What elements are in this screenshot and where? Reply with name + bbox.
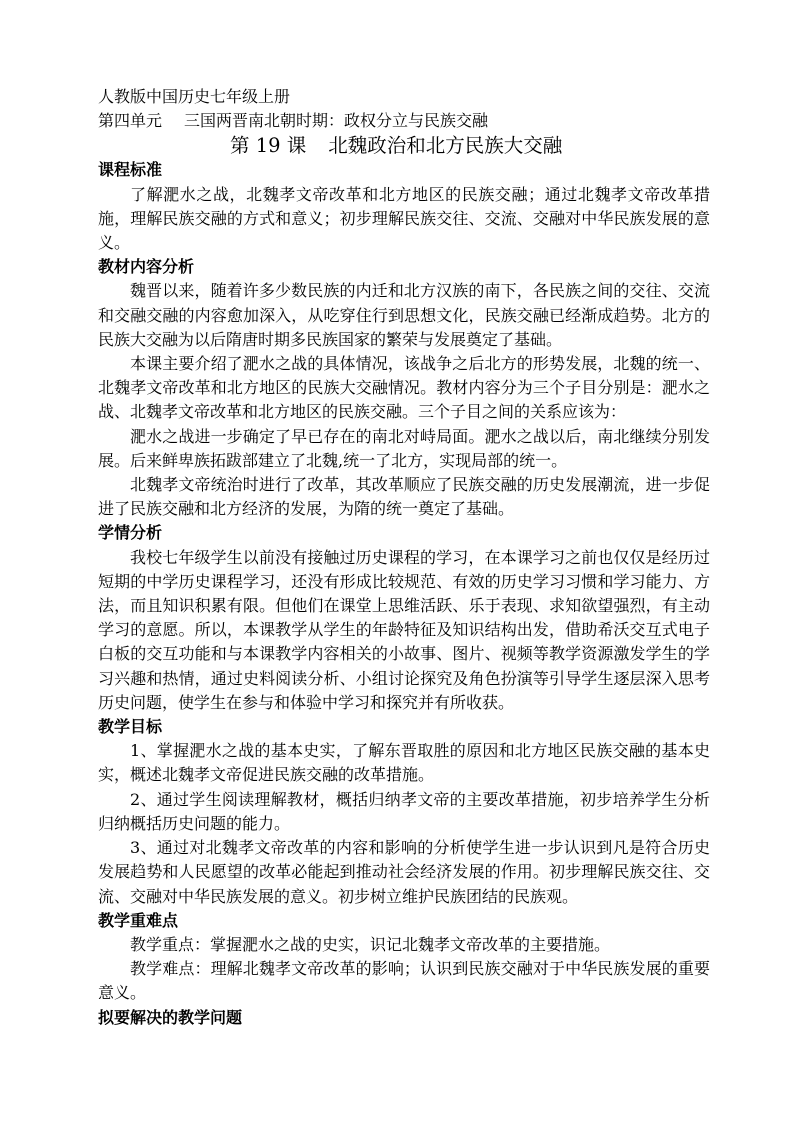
section-heading-students: 学情分析 (98, 523, 163, 543)
paragraph: 北魏孝文帝统治时进行了改革，其改革顺应了民族交融的历史发展潮流，进一步促进了民族交融和北方经济的发展，为隋的统一奠定了基础。 (98, 475, 710, 519)
section-heading-content: 教材内容分析 (98, 257, 195, 277)
book-title: 人教版中国历史七年级上册 (98, 87, 291, 106)
unit-number: 第四单元 (98, 111, 163, 131)
lesson-number: 第 19 课 (230, 134, 307, 158)
section-heading-problems: 拟要解决的教学问题 (98, 1007, 243, 1027)
lesson-title-line (98, 133, 710, 158)
section-heading-standard: 课程标准 (98, 160, 163, 180)
paragraph: 本课主要介绍了淝水之战的具体情况，该战争之后北方的形势发展，北魏的统一、北魏孝文帝改革和北方地区的民族大交融情况。教材内容分为三个子目分别是：淝水之战、北魏孝文帝改革和北方地区的民族交融。三个子目之间的关系应该为： (98, 354, 710, 422)
paragraph: 我校七年级学生以前没有接触过历史课程的学习，在本课学习之前也仅仅是经历过短期的中学历史课程学习，还没有形成比较规范、有效的历史学习习惯和学习能力、方法，而且知识积累有限。但他们在课堂上思维活跃、乐于表现、求知欲望强烈，有主动学习的意愿。所以，本课教学从学生的年龄特征及知识结构出发，借助希沃交互式电子白板的交互功能和与本课教学内容相关的小故事、图片、视频等教学资源激发学生的学习兴趣和热情，通过史料阅读分析、小组讨论探究及角色扮演等引导学生逐层深入思考历史问题，使学生在参与和体验中学习和探究并有所收获。 (98, 547, 710, 712)
unit-title-line (98, 109, 710, 133)
section-heading-keypoints: 教学重难点 (98, 910, 179, 930)
paragraph: 魏晋以来，随着许多少数民族的内迁和北方汉族的南下，各民族之间的交往、交流和交融交融的内容愈加深入，从吃穿住行到思想文化，民族交融已经渐成趋势。北方的民族大交融为以后隋唐时期多民族国家的繁荣与发展奠定了基础。 (98, 281, 710, 349)
section-heading-goals: 教学目标 (98, 717, 163, 737)
unit-title: 三国两晋南北朝时期：政权分立与民族交融 (184, 111, 489, 131)
paragraph: 教学难点：理解北魏孝文帝改革的影响；认识到民族交融对于中华民族发展的重要意义。 (98, 959, 710, 1003)
document-page (98, 85, 710, 1030)
goal-item: 2、通过学生阅读理解教材，概括归纳孝文帝的主要改革措施，初步培养学生分析归纳概括历史问题的能力。 (98, 789, 710, 833)
goal-item: 3、通过对北魏孝文帝改革的内容和影响的分析使学生进一步认识到凡是符合历史发展趋势和人民愿望的改革必能起到推动社会经济发展的作用。初步理解民族交往、交流、交融对中华民族发展的意义。初步树立维护民族团结的民族观。 (98, 838, 710, 906)
lesson-title: 北魏政治和北方民族大交融 (328, 134, 563, 158)
paragraph: 淝水之战进一步确定了早已存在的南北对峙局面。淝水之战以后，南北继续分别发展。后来鲜卑族拓跋部建立了北魏,统一了北方，实现局部的统一。 (98, 426, 710, 470)
paragraph: 教学重点：掌握淝水之战的史实，识记北魏孝文帝改革的主要措施。 (130, 934, 611, 954)
goal-item: 1、掌握淝水之战的基本史实，了解东晋取胜的原因和北方地区民族交融的基本史实，概述北魏孝文帝促进民族交融的改革措施。 (98, 741, 710, 785)
paragraph: 了解淝水之战，北魏孝文帝改革和北方地区的民族交融；通过北魏孝文帝改革措施，理解民族交融的方式和意义；初步理解民族交往、交流、交融对中华民族发展的意义。 (98, 184, 710, 253)
